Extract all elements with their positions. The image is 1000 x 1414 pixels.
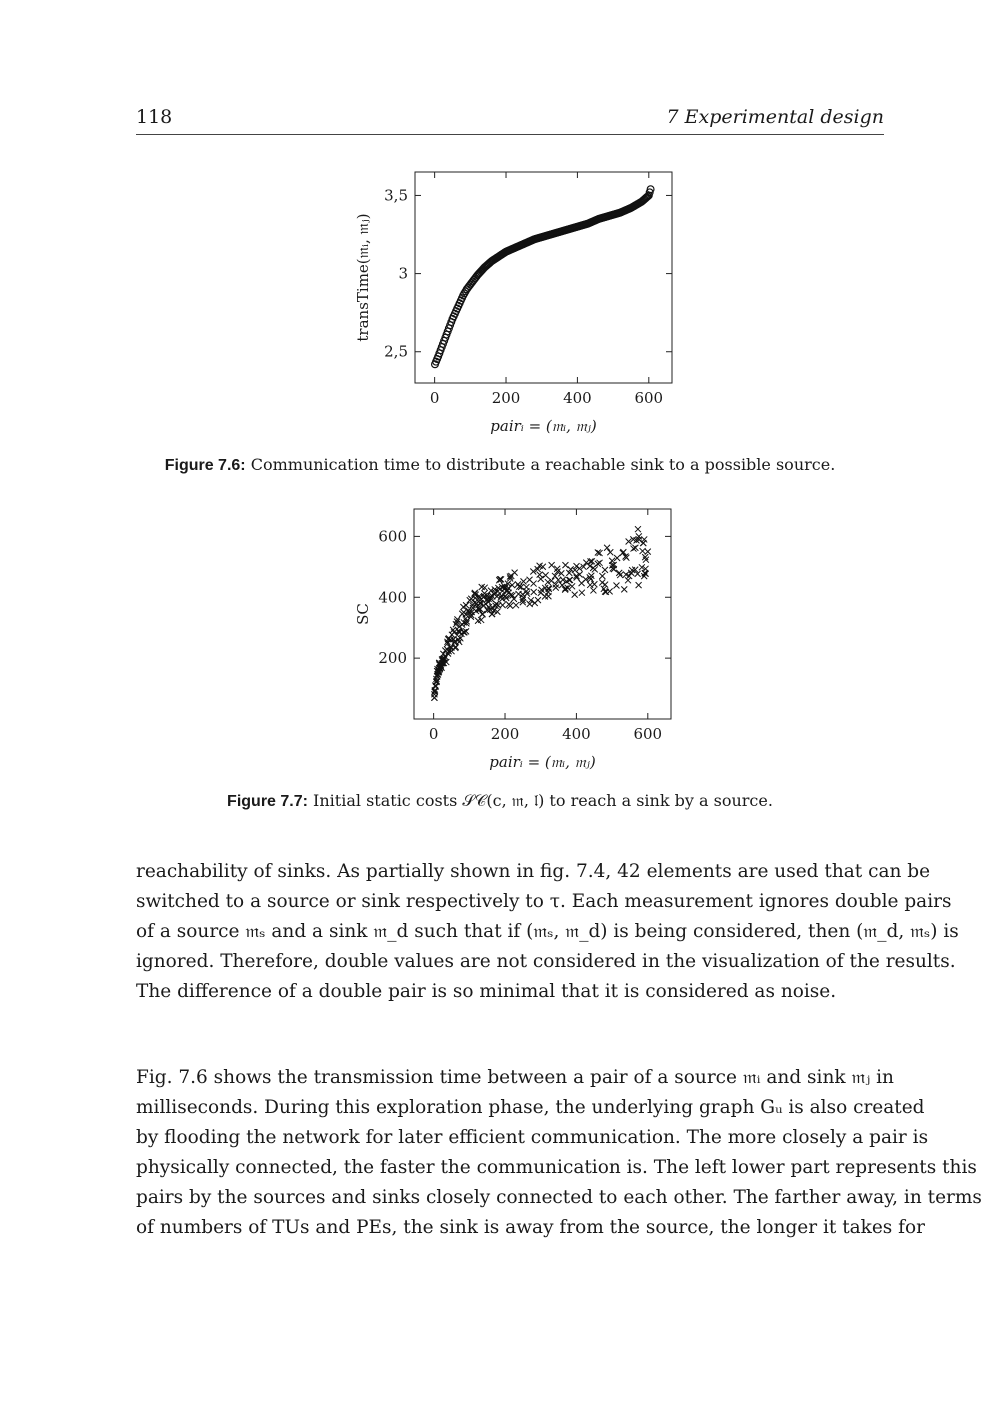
caption-label: Figure 7.7: xyxy=(227,793,308,810)
data-point xyxy=(645,549,651,555)
data-point xyxy=(607,549,613,555)
text-line: ignored. Therefore, double values are not considered in the visualization of the results. xyxy=(136,951,956,972)
x-tick-label: 600 xyxy=(634,389,664,407)
caption-text: Communication time to distribute a reachable sink to a possible source. xyxy=(250,455,836,474)
figure-7-6 xyxy=(0,160,1000,440)
x-tick-label: 600 xyxy=(633,725,663,743)
data-point xyxy=(590,587,596,593)
figure-7-6-caption xyxy=(0,455,1000,475)
data-point xyxy=(512,570,518,576)
text-line: pairs by the sources and sinks closely connected to each other. The farther away, in terms xyxy=(136,1187,982,1208)
data-point xyxy=(538,576,544,582)
text-line: reachability of sinks. As partially shown in fig. 7.4, 42 elements are used that can be xyxy=(136,861,931,882)
x-tick-label: 400 xyxy=(562,725,591,743)
figure-7-7 xyxy=(0,497,1000,777)
data-point xyxy=(463,602,469,608)
data-point xyxy=(572,592,578,598)
text-line: switched to a source or sink respectively to τ. Each measurement ignores double pairs xyxy=(136,891,952,912)
y-tick-label: 3,5 xyxy=(384,186,408,205)
y-tick-label: 3 xyxy=(398,264,408,283)
data-point xyxy=(635,526,641,532)
data-point xyxy=(591,581,597,587)
y-tick-label: 200 xyxy=(378,649,407,668)
text-line: of a source 𝔪ₛ and a sink 𝔪_d such that if (𝔪ₛ, 𝔪_d) is being considered, then (𝔪_d, 𝔪ₛ) is xyxy=(136,921,959,942)
data-point xyxy=(602,567,608,573)
x-axis-label: pairᵢ = (𝔪ᵢ, 𝔪ⱼ) xyxy=(489,753,596,771)
y-axis-label: SC xyxy=(354,603,372,625)
data-point xyxy=(545,593,551,599)
y-tick-label: 2,5 xyxy=(384,342,408,361)
data-point xyxy=(513,602,519,608)
x-axis-label: pairᵢ = (𝔪ᵢ, 𝔪ⱼ) xyxy=(490,417,597,435)
paragraph-reachability xyxy=(136,857,959,1007)
chapter-title: 7 Experimental design xyxy=(666,106,884,128)
x-tick-label: 0 xyxy=(428,725,439,743)
data-point xyxy=(579,590,585,596)
chart-transtime xyxy=(0,160,1000,440)
data-point xyxy=(613,583,619,589)
data-point xyxy=(500,602,506,608)
page-number: 118 xyxy=(136,106,173,128)
data-point xyxy=(520,578,526,584)
data-point xyxy=(535,597,541,603)
data-point xyxy=(621,586,627,592)
x-tick-label: 400 xyxy=(563,389,592,407)
data-points xyxy=(432,186,654,368)
text-line: milliseconds. During this exploration phase, the underlying graph Gᵤ is also created xyxy=(136,1097,925,1118)
x-tick-label: 0 xyxy=(429,389,440,407)
y-tick-label: 600 xyxy=(378,527,407,546)
paragraph-transmission-time xyxy=(136,1063,982,1243)
data-point xyxy=(625,577,631,583)
data-point xyxy=(537,572,543,578)
y-axis-label: transTime(𝔪ᵢ, 𝔪ⱼ) xyxy=(354,213,372,342)
data-point xyxy=(523,584,529,590)
data-point xyxy=(636,582,642,588)
y-tick-label: 400 xyxy=(378,588,407,607)
chart-static-costs xyxy=(0,497,1000,777)
data-point xyxy=(569,583,575,589)
data-point xyxy=(604,545,610,551)
figure-7-7-caption xyxy=(0,791,1000,811)
data-point xyxy=(452,645,458,651)
data-point xyxy=(433,683,439,689)
text-line: by flooding the network for later efficient communication. The more closely a pair is xyxy=(136,1127,929,1148)
data-point xyxy=(531,581,537,587)
data-points xyxy=(431,526,650,701)
data-point xyxy=(543,572,549,578)
data-point xyxy=(531,589,537,595)
data-point xyxy=(553,585,559,591)
data-point xyxy=(599,573,605,579)
data-point xyxy=(549,562,555,568)
data-point xyxy=(616,570,622,576)
data-point xyxy=(562,562,568,568)
caption-label: Figure 7.6: xyxy=(164,457,246,474)
x-tick-label: 200 xyxy=(490,725,520,743)
page-header xyxy=(136,106,884,135)
text-line: The difference of a double pair is so minimal that it is considered as noise. xyxy=(136,981,837,1002)
data-point xyxy=(602,582,608,588)
x-tick-label: 200 xyxy=(491,389,521,407)
text-line: Fig. 7.6 shows the transmission time between a pair of a source 𝔪ᵢ and sink 𝔪ⱼ in xyxy=(136,1067,894,1088)
text-line: physically connected, the faster the communication is. The left lower part represents this xyxy=(136,1157,977,1178)
text-line: of numbers of TUs and PEs, the sink is away from the source, the longer it takes for xyxy=(136,1217,926,1238)
caption-text: Initial static costs 𝒮𝒞(c, 𝔪, 𝔩) to reach a sink by a source. xyxy=(313,791,773,810)
data-point xyxy=(617,572,623,578)
